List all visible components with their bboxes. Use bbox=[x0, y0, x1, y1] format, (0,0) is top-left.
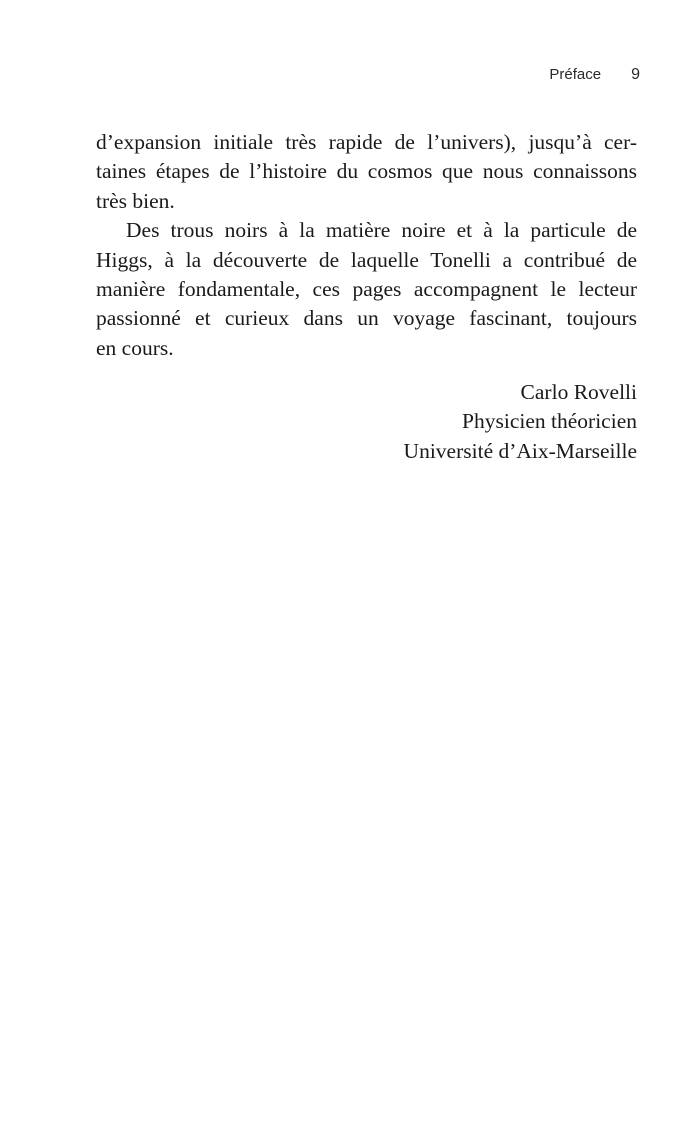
author-affiliation: Université d’Aix-Marseille bbox=[403, 438, 637, 463]
paragraph-1 bbox=[96, 128, 637, 216]
text-line: d’expansion initiale très rapide de l’univers), jusqu’à cer- bbox=[96, 130, 637, 154]
text-line: Des trous noirs à la matière noire et à la particule de bbox=[126, 218, 637, 243]
text-line: en cours. bbox=[96, 335, 174, 360]
text-line: très bien. bbox=[96, 188, 175, 213]
body-text bbox=[96, 128, 637, 363]
page-number: 9 bbox=[631, 66, 640, 83]
section-title: Préface bbox=[549, 66, 602, 83]
text-line: manière fondamentale, ces pages accompagnent le lecteur bbox=[96, 277, 637, 302]
text-line: passionné et curieux dans un voyage fascinant, toujours bbox=[96, 306, 637, 331]
text-line: Higgs, à la découverte de laquelle Tonelli a contribué de bbox=[96, 247, 637, 272]
author-role: Physicien théoricien bbox=[462, 409, 637, 434]
paragraph-2 bbox=[96, 216, 637, 363]
text-line: taines étapes de l’histoire du cosmos que nous connaissons bbox=[96, 159, 637, 184]
author-name: Carlo Rovelli bbox=[520, 380, 637, 404]
running-header bbox=[549, 66, 640, 84]
signature-block bbox=[404, 378, 637, 466]
